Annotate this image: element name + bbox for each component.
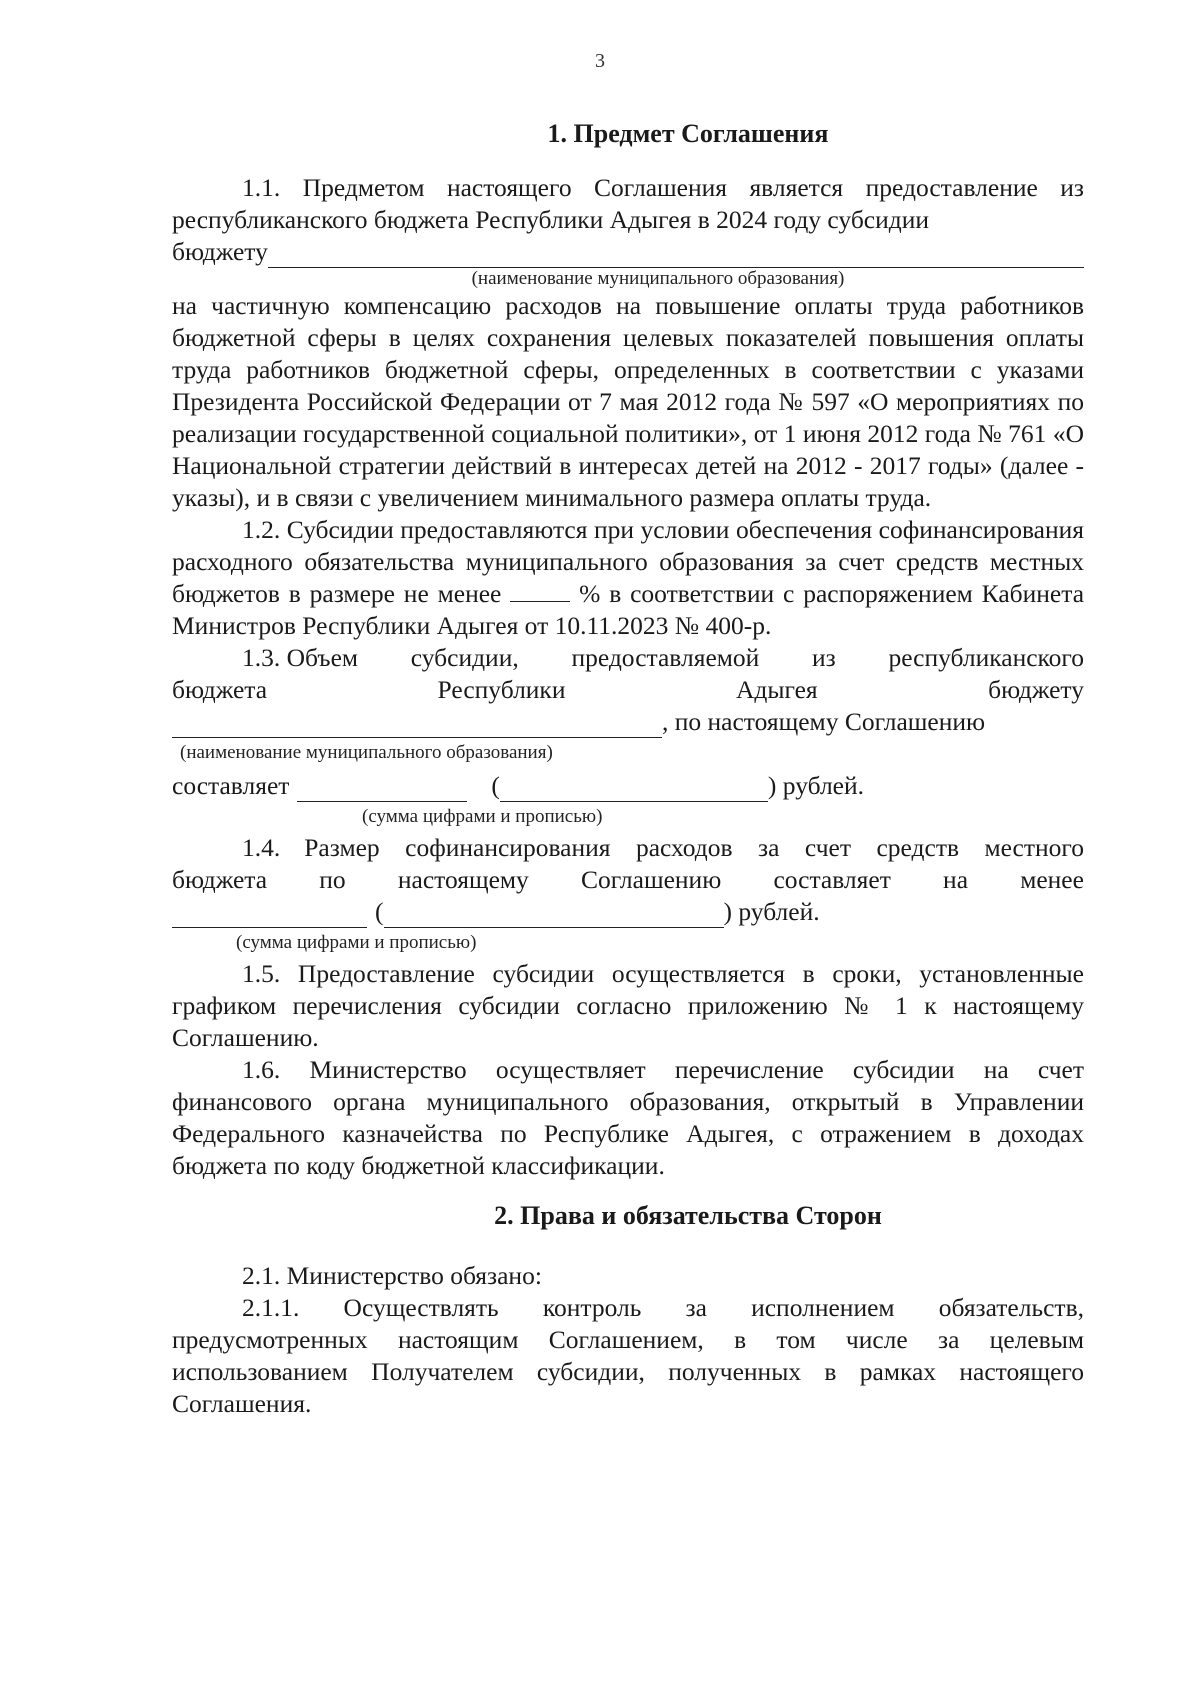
clause-1-4-number: 1.4. xyxy=(242,833,281,862)
clause-1-4-word: на xyxy=(943,865,969,894)
amount-open-paren: ( xyxy=(491,771,500,800)
section-2-heading: 2. Права и обязательства Сторон xyxy=(494,1201,882,1230)
clause-1-2-before: 1.2. Субсидии предоставляются при условии обеспечения софинансирования расходного обязательства муниципального образования за счет средств местных бюджетов в размере не менее xyxy=(172,515,1084,608)
clause-1-2-after: % в соответствии с распоряжением Кабинета Министров Республики Адыгея от 10.11.2023 № 400-р. xyxy=(172,579,1085,640)
clause-1-1-continuation: на частичную компенсацию расходов на повышение оплаты труда работников бюджетной сферы в целях сохранения целевых показателей повышения оплаты труда работников бюджетной сферы, определенных в соответствии с указами Президента Российской Федерации от 7 мая 2012 года № 597 «О мероприятиях по реализации государственной социальной политики», от 1 июня 2012 года № 761 «О Национальной стратегии действий в интересах детей на 2012 - 2017 годы» (далее - указы), и в связи с увеличением минимального размера оплаты труда. xyxy=(172,291,1084,512)
amount-close-paren: ) рублей. xyxy=(767,771,865,800)
clause-1-3-word: Адыгея xyxy=(735,675,818,704)
clause-1-4-word: Соглашению xyxy=(580,865,722,894)
clause-1-4-word: менее xyxy=(1020,865,1084,894)
section-1-heading: 1. Предмет Соглашения xyxy=(547,119,829,148)
municipality-name-line-2[interactable] xyxy=(172,713,662,738)
cofinancing-close-paren: ) рублей. xyxy=(723,897,820,926)
clause-1-4-word: по xyxy=(319,865,346,894)
clause-1-4-amount-row xyxy=(172,896,1084,928)
clause-1-3-word: бюджету xyxy=(988,675,1084,704)
amount-digits-line[interactable] xyxy=(297,777,467,802)
clause-1-4-text: Размер софинансирования расходов за счет средств местного xyxy=(304,833,1084,862)
clause-1-3-word: из xyxy=(812,643,836,672)
clause-1-3-word: субсидии, xyxy=(410,643,519,672)
clause-1-4-line-1 xyxy=(172,832,1084,864)
clause-1-4-word: составляет xyxy=(773,865,891,894)
clause-1-3-word: Республики xyxy=(437,675,566,704)
clause-1-4-line-2 xyxy=(172,864,1084,896)
municipality-name-line[interactable] xyxy=(268,243,1084,268)
municipality-name-caption: (наименование муниципального образования) xyxy=(471,268,845,289)
clause-1-3-line-1 xyxy=(172,642,1084,674)
clause-1-2-text xyxy=(172,514,1084,642)
clause-1-3-word: бюджета xyxy=(172,675,268,704)
amount-words-line[interactable] xyxy=(500,777,768,802)
clause-1-3-word: 1.3. Объем xyxy=(242,643,359,672)
clause-1-1-budget-row xyxy=(172,236,1084,268)
clause-2-1-1-text: 2.1.1. Осуществлять контроль за исполнением обязательств, предусмотренных настоящим Соглашением, в том числе за целевым использованием Получателем субсидии, полученных в рамках настоящего Соглашения. xyxy=(172,1293,1084,1418)
clause-1-3-word: республиканского xyxy=(888,643,1084,672)
clause-1-1-text: 1.1. Предметом настоящего Соглашения является предоставление из республиканского бюджета Республики Адыгея в 2024 году субсидии xyxy=(172,173,1084,234)
cofinancing-caption: (сумма цифрами и прописью) xyxy=(236,932,477,953)
clause-1-3-line-2 xyxy=(172,674,1084,706)
clause-1-5-text: 1.5. Предоставление субсидии осуществляется в сроки, установленные графиком перечисления субсидии согласно приложению № 1 к настоящему Соглашению. xyxy=(172,959,1084,1052)
municipality-name-caption-2: (наименование муниципального образования) xyxy=(180,742,553,763)
cofinancing-percent-line[interactable] xyxy=(510,581,570,602)
clause-1-4-word: бюджета xyxy=(172,865,268,894)
clause-1-4-word: настоящему xyxy=(397,865,529,894)
clause-1-3-after-line: , по настоящему Соглашению xyxy=(662,707,986,736)
amount-caption: (сумма цифрами и прописью) xyxy=(362,806,603,827)
clause-1-6-text: 1.6. Министерство осуществляет перечисление субсидии на счет финансового органа муниципального образования, открытый в Управлении Федерального казначейства по Республике Адыгея, с отражением в доходах бюджета по коду бюджетной классификации. xyxy=(172,1055,1084,1180)
clause-1-3-amount-row xyxy=(172,770,1084,802)
cofinancing-open-paren: ( xyxy=(375,897,384,926)
cofinancing-words-line[interactable] xyxy=(384,903,724,928)
clause-1-1-budget-label: бюджету xyxy=(172,237,268,266)
cofinancing-digits-line[interactable] xyxy=(172,903,367,928)
page-number: 3 xyxy=(595,50,605,72)
amount-label: составляет xyxy=(172,771,290,800)
clause-2-1-text: 2.1. Министерство обязано: xyxy=(242,1261,542,1290)
clause-1-3-municipality-row xyxy=(172,706,1084,738)
clause-1-3-word: предоставляемой xyxy=(571,643,760,672)
document-body xyxy=(172,118,1084,1420)
